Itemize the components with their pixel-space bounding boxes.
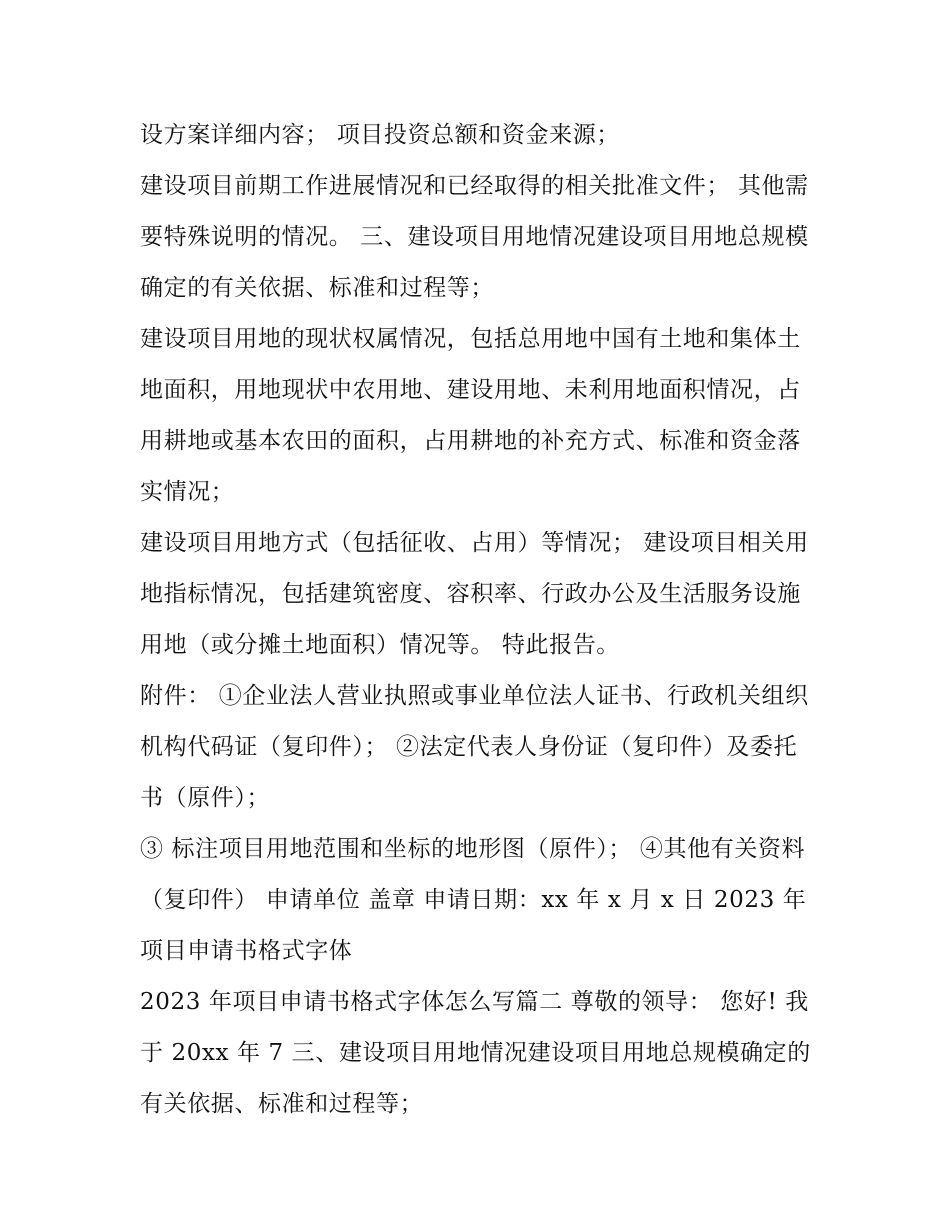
paragraph-4: 建设项目用地方式（包括征收、占用）等情况； 建设项目相关用地指标情况，包括建筑密度、容积率、行政办公及生活服务设施用地（或分摊土地面积）情况等。 特此报告。: [140, 530, 809, 658]
paragraph-5: 附件： ①企业法人营业执照或事业单位法人证书、行政机关组织机构代码证（复印件）； ②法定代表人身份证（复印件）及委托书（原件）；: [140, 683, 809, 811]
paragraph-1: 设方案详细内容； 项目投资总额和资金来源；: [140, 122, 620, 148]
paragraph-2: 建设项目前期工作进展情况和已经取得的相关批准文件； 其他需要特殊说明的情况。 三、建设项目用地情况建设项目用地总规模确定的有关依据、标准和过程等；: [140, 173, 809, 301]
document-body: [140, 110, 820, 1130]
paragraph-6: ③ 标注项目用地范围和坐标的地形图（原件）； ④其他有关资料（复印件） 申请单位 盖章 申请日期：xx 年 x 月 x 日 2023 年项目申请书格式字体: [140, 836, 807, 964]
paragraph-3: 建设项目用地的现状权属情况，包括总用地中国有土地和集体土地面积，用地现状中农用地、建设用地、未利用地面积情况，占用耕地或基本农田的面积，占用耕地的补充方式、标准和资金落实情况；: [140, 326, 801, 505]
paragraph-7: 2023 年项目申请书格式字体怎么写篇二 尊敬的领导： 您好! 我于 20xx 年 7 三、建设项目用地情况建设项目用地总规模确定的有关依据、标准和过程等；: [140, 989, 811, 1117]
